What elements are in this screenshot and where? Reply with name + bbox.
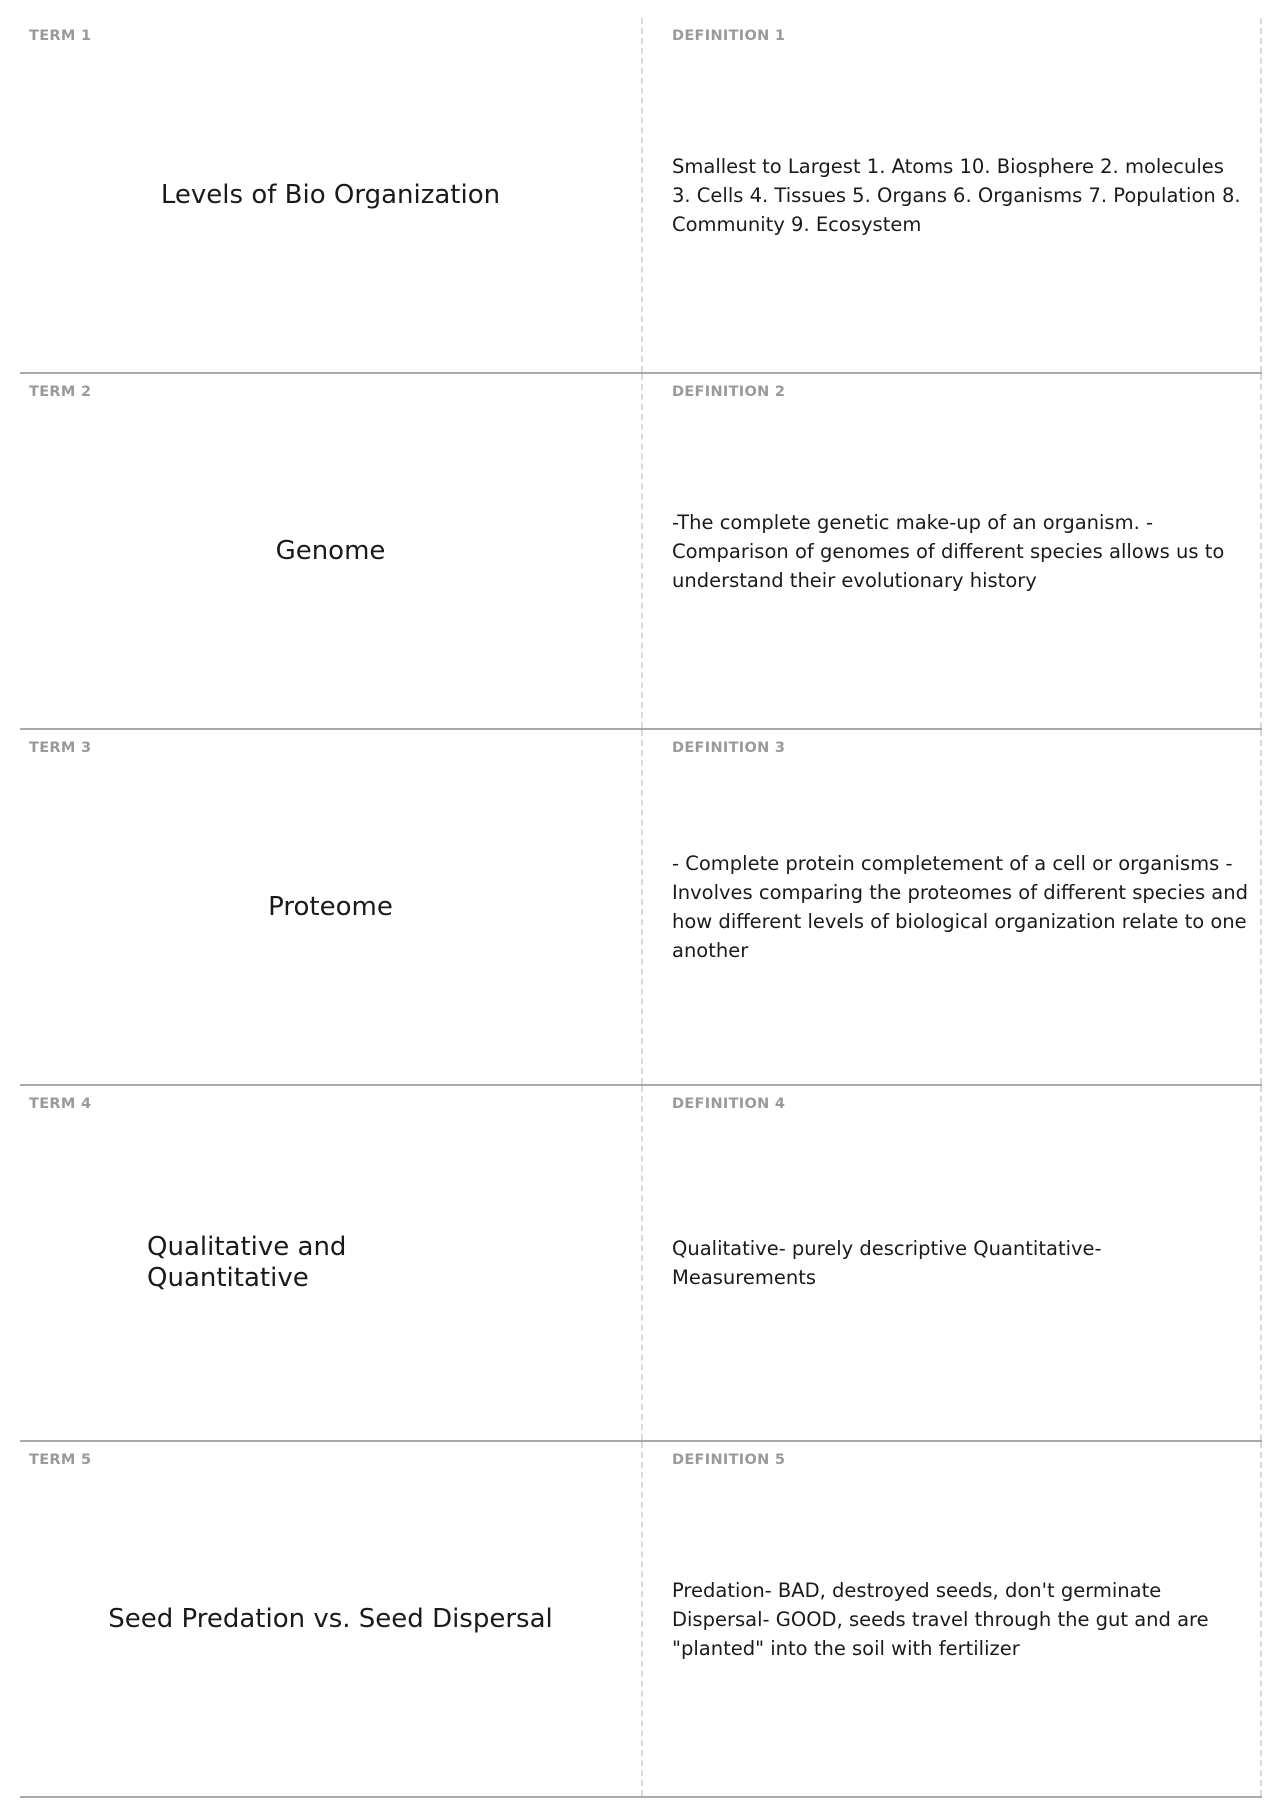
definition-text-content: -The complete genetic make-up of an organism. -Comparison of genomes of different species allows us to understand their evolutionary history <box>672 510 1225 592</box>
term-cell-1 <box>20 18 643 372</box>
flashcard-row-4 <box>20 1086 1262 1442</box>
term-label: TERM 5 <box>29 1452 92 1468</box>
definition-label: DEFINITION 1 <box>672 28 786 44</box>
definition-text <box>672 730 1248 1084</box>
definition-text <box>672 374 1248 728</box>
term-cell-5 <box>20 1442 643 1796</box>
flashcard-row-2 <box>20 374 1262 730</box>
definition-cell-4 <box>643 1086 1262 1440</box>
term-text: Genome <box>275 535 386 566</box>
term-text <box>20 1086 641 1440</box>
term-cell-4 <box>20 1086 643 1440</box>
definition-text <box>672 18 1248 372</box>
term-text: Levels of Bio Organization <box>160 179 501 210</box>
definition-label: DEFINITION 5 <box>672 1452 786 1468</box>
definition-cell-1 <box>643 18 1262 372</box>
definition-text <box>672 1442 1248 1796</box>
definition-label: DEFINITION 3 <box>672 740 786 756</box>
flashcard-row-1 <box>20 18 1262 374</box>
term-label: TERM 4 <box>29 1096 92 1112</box>
flashcard-row-5 <box>20 1442 1262 1798</box>
definition-label: DEFINITION 2 <box>672 384 786 400</box>
term-text: Proteome <box>268 891 393 922</box>
definition-cell-2 <box>643 374 1262 728</box>
definition-text <box>672 1086 1248 1440</box>
flashcard-row-3 <box>20 730 1262 1086</box>
definition-label: DEFINITION 4 <box>672 1096 786 1112</box>
flashcard-sheet <box>20 18 1262 1798</box>
term-label: TERM 3 <box>29 740 92 756</box>
definition-cell-5 <box>643 1442 1262 1796</box>
definition-text-content: Smallest to Largest 1. Atoms 10. Biosphere 2. molecules 3. Cells 4. Tissues 5. Organs 6. Organisms 7. Population 8. Community 9. Ecosystem <box>672 154 1241 236</box>
definition-cell-3 <box>643 730 1262 1084</box>
term-text: Seed Predation vs. Seed Dispersal <box>108 1603 553 1634</box>
term-cell-2 <box>20 374 643 728</box>
definition-text-content: - Complete protein completement of a cell or organisms -Involves comparing the proteomes of different species and how different levels of biological organization relate to one another <box>672 852 1248 962</box>
term-cell-3 <box>20 730 643 1084</box>
definition-text-content: Qualitative- purely descriptive Quantitative- Measurements <box>672 1237 1102 1289</box>
term-label: TERM 1 <box>29 28 92 44</box>
term-text-content: Qualitative and Quantitative <box>147 1232 347 1293</box>
term-label: TERM 2 <box>29 384 92 400</box>
definition-text-content: Predation- BAD, destroyed seeds, don't germinate Dispersal- GOOD, seeds travel through the gut and are "planted" into the soil with fertilizer <box>672 1578 1209 1660</box>
